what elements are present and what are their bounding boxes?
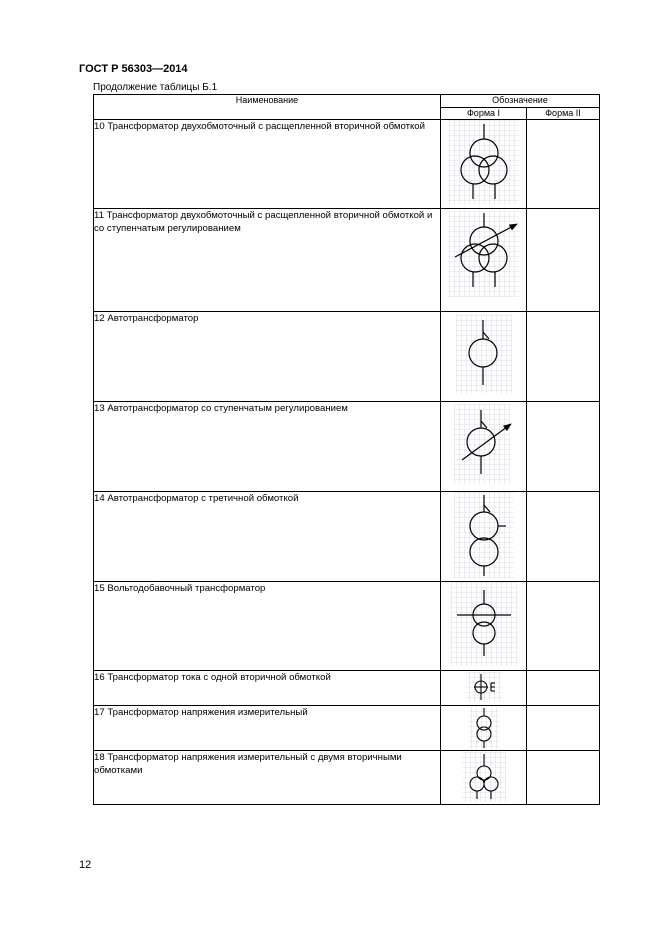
row-name: 16 Трансформатор тока с одной вторичной обмоткой: [94, 671, 441, 706]
two-winding-split-transformer-icon: [449, 120, 519, 204]
header-name: Наименование: [94, 95, 441, 120]
table-row: [94, 492, 600, 582]
row-symbol-form1: [441, 706, 527, 751]
voltage-transformer-icon: [466, 706, 502, 750]
row-symbol-form2: [527, 582, 600, 671]
row-symbol-form2: [527, 751, 600, 805]
table-row: [94, 209, 600, 312]
row-symbol-form2: [527, 706, 600, 751]
row-name: 10 Трансформатор двухобмоточный с расщепленной вторичной обмоткой: [94, 120, 441, 209]
row-symbol-form2: [527, 209, 600, 312]
designation-table: [93, 94, 600, 805]
autotransformer-regulated-icon: [454, 404, 514, 486]
row-symbol-form2: [527, 120, 600, 209]
row-symbol-form2: [527, 402, 600, 492]
row-name: 13 Автотрансформатор со ступенчатым регулированием: [94, 402, 441, 492]
row-name: 17 Трансформатор напряжения измерительный: [94, 706, 441, 751]
row-symbol-form1: [441, 751, 527, 805]
table-row: [94, 120, 600, 209]
table-row: [94, 312, 600, 402]
page-number: 12: [79, 859, 92, 871]
two-winding-split-regulated-transformer-icon: [449, 211, 519, 301]
row-symbol-form1: [441, 120, 527, 209]
row-symbol-form1: [441, 582, 527, 671]
voltage-transformer-two-secondary-icon: [460, 752, 508, 804]
row-name: 11 Трансформатор двухобмоточный с расщепленной вторичной обмоткой и со ступенчатым регулированием: [94, 209, 441, 312]
booster-transformer-icon: [451, 582, 517, 666]
row-name: 18 Трансформатор напряжения измерительный с двумя вторичными обмотками: [94, 751, 441, 805]
header-designation: Обозначение: [441, 95, 600, 108]
autotransformer-icon: [456, 315, 512, 395]
autotransformer-tertiary-icon: [454, 492, 514, 578]
header-form1: Форма I: [441, 108, 527, 120]
table-row: [94, 706, 600, 751]
row-symbol-form1: [441, 312, 527, 402]
row-symbol-form1: [441, 492, 527, 582]
row-symbol-form1: [441, 209, 527, 312]
standard-header: ГОСТ Р 56303—2014: [79, 63, 188, 75]
row-name: 12 Автотрансформатор: [94, 312, 441, 402]
row-symbol-form2: [527, 671, 600, 706]
row-name: 14 Автотрансформатор с третичной обмоткой: [94, 492, 441, 582]
row-symbol-form1: [441, 671, 527, 706]
table-row: [94, 582, 600, 671]
row-name: 15 Вольтодобавочный трансформатор: [94, 582, 441, 671]
header-form2: Форма II: [527, 108, 600, 120]
row-symbol-form1: [441, 402, 527, 492]
table-row: [94, 402, 600, 492]
current-transformer-icon: [464, 672, 504, 704]
row-symbol-form2: [527, 312, 600, 402]
table-caption: Продолжение таблицы Б.1: [93, 82, 218, 93]
table-row: [94, 671, 600, 706]
table-row: [94, 751, 600, 805]
row-symbol-form2: [527, 492, 600, 582]
